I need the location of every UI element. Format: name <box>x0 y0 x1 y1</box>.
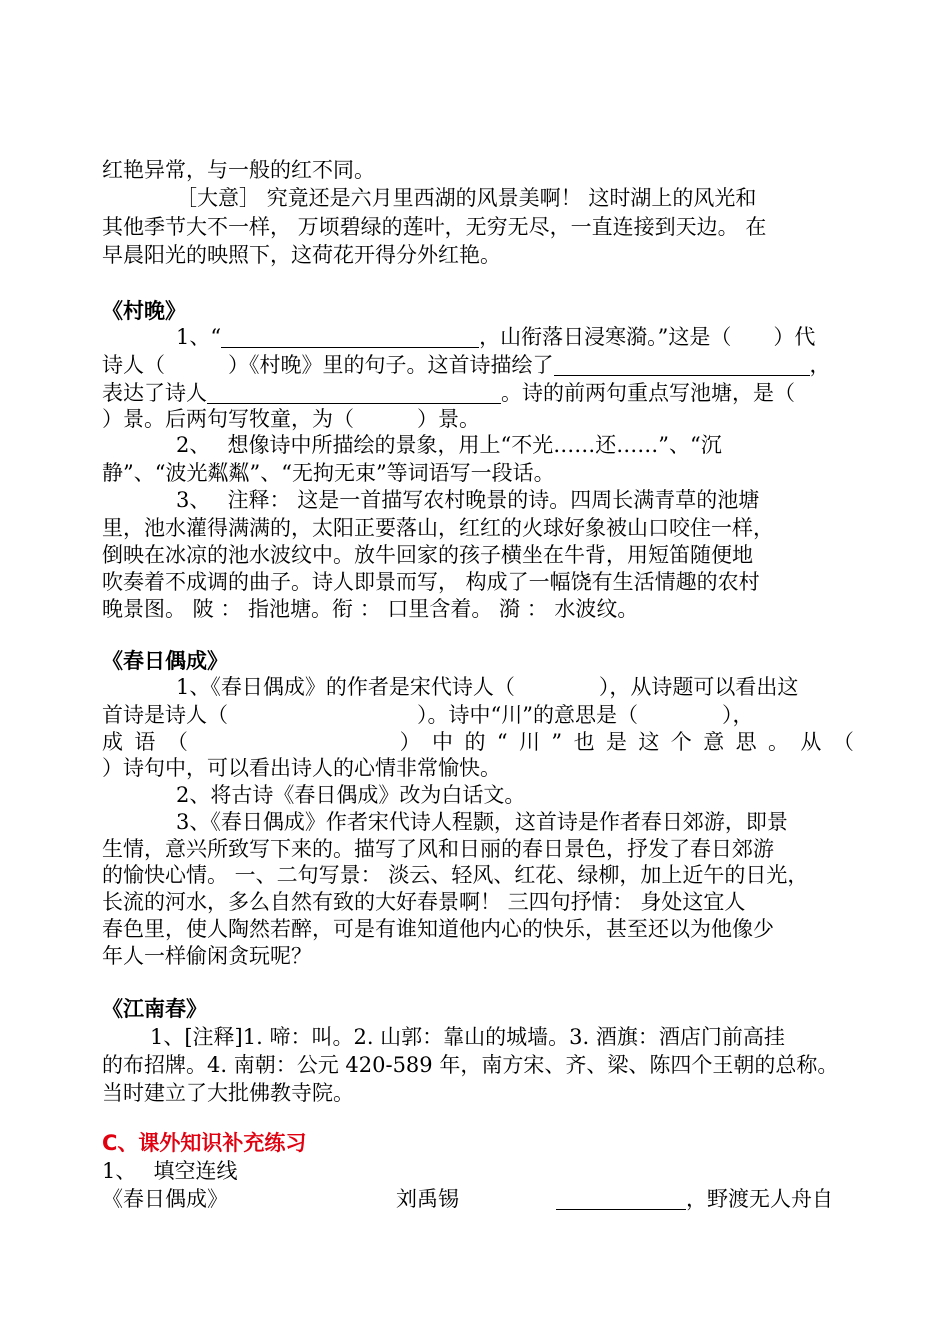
text-line: 当时建立了大批佛教寺院。 <box>102 1081 354 1105</box>
char: （ <box>832 730 854 754</box>
text-line: 的愉快心情。 一、二句写景： 淡云、轻风、红花、绿柳，加上近午的日光， <box>102 863 809 887</box>
char: “ <box>496 730 508 754</box>
text-line: 长流的河水，多么自然有致的大好春景啊！ 三四句抒情： 身处这宜人 <box>102 890 746 914</box>
char: 是 <box>605 730 627 754</box>
author-name: 刘禹锡 <box>396 1187 459 1211</box>
text-line: 倒映在冰凉的池水波纹中。放牛回家的孩子横坐在牛背，用短笛随便地 <box>102 543 753 567</box>
text-line: 红艳异常，与一般的红不同。 <box>102 158 375 182</box>
text-segment: ， <box>809 353 831 377</box>
fill-blank[interactable] <box>221 326 479 348</box>
question-line <box>176 324 854 351</box>
text-line: 晚景图。 陂 ： 指池塘。衔 ： 口里含着。 漪 ： 水波纹。 <box>102 597 639 621</box>
text-line: 首诗是诗人（ ）。诗中“川”的意思是（ ）， <box>102 703 754 727</box>
text-line: 的布招牌。4. 南朝：公元 420-589 年，南方宋、齐、梁、陈四个王朝的总称。 <box>102 1053 839 1077</box>
text-segment: ，野渡无人舟自 <box>686 1187 833 1211</box>
char-gap <box>199 729 388 756</box>
text-segment: 诗人（ ）《村晚》里的句子。这首诗描绘了 <box>102 353 554 377</box>
text-line: 3、《春日偶成》作者宋代诗人程颢，这首诗是作者春日郊游，即景 <box>176 810 788 834</box>
text-line: 里，池水灌得满满的，太阳正要落山，红红的火球好象被山口咬住一样， <box>102 516 774 540</box>
text-line: 生情，意兴所致写下来的。描写了风和日丽的春日景色，抒发了春日郊游 <box>102 837 774 861</box>
fill-blank[interactable] <box>554 354 810 376</box>
char: ” <box>551 730 563 754</box>
text-segment: 1、“ <box>176 325 222 349</box>
text-line: 1、 填空连线 <box>102 1159 238 1183</box>
text-segment: 。诗的前两句重点写池塘，是（ <box>501 381 795 405</box>
question-line <box>102 352 854 379</box>
text-line: ［大意］ 究竟还是六月里西湖的风景美啊！ 这时湖上的风光和 <box>176 186 757 210</box>
text-line: 3、 注释： 这是一首描写农村晚景的诗。四周长满青草的池塘 <box>176 488 760 512</box>
section-title-cunwan: 《村晚》 <box>102 299 186 323</box>
char: 川 <box>519 730 540 754</box>
section-heading-extra: C、课外知识补充练习 <box>102 1131 307 1155</box>
fill-blank[interactable] <box>207 382 501 404</box>
char: 中 <box>432 730 454 754</box>
text-line: 1、[注释]1. 啼：叫。2. 山郭：靠山的城墙。3. 酒旗：酒店门前高挂 <box>150 1025 785 1049</box>
text-line: 静”、“波光粼粼”、“无拘无束”等词语写一段话。 <box>102 461 555 485</box>
text-line: 早晨阳光的映照下，这荷花开得分外红艳。 <box>102 243 501 267</box>
char: 意 <box>703 730 725 754</box>
section-title-jiangnan: 《江南春》 <box>102 997 207 1021</box>
text-line: 春色里，使人陶然若醉，可是有谁知道他内心的快乐，甚至还以为他像少 <box>102 917 774 941</box>
section-title-chunri: 《春日偶成》 <box>102 649 228 673</box>
text-segment: ，山衔落日浸寒漪。”这是（ ）代 <box>479 325 816 349</box>
text-line: ）景。后两句写牧童，为（ ）景。 <box>102 407 480 431</box>
text-line: 2、 想像诗中所描绘的景象，用上“不光……还……”、“沉 <box>176 433 722 457</box>
text-line: 2、将古诗《春日偶成》改为白话文。 <box>176 783 526 807</box>
text-line: 1、《春日偶成》的作者是宋代诗人（ ），从诗题可以看出这 <box>176 675 799 699</box>
char: 这 <box>638 730 660 754</box>
char: 语 <box>134 730 156 754</box>
text-line: ）诗句中，可以看出诗人的心情非常愉快。 <box>102 756 501 780</box>
poem-title: 《春日偶成》 <box>102 1187 228 1211</box>
text-segment: 表达了诗人 <box>102 381 207 405</box>
fill-blank[interactable] <box>556 1188 686 1210</box>
text-line: 吹奏着不成调的曲子。诗人即景而写， 构成了一幅饶有生活情趣的农村 <box>102 570 760 594</box>
char: 从 <box>800 730 822 754</box>
justified-line <box>102 729 854 756</box>
char: 成 <box>102 730 123 754</box>
char: 个 <box>670 730 692 754</box>
question-line <box>102 380 854 407</box>
text-line: 其他季节大不一样， 万顷碧绿的莲叶，无穷无尽，一直连接到天边。 在 <box>102 215 767 239</box>
char: 思 <box>735 730 757 754</box>
char: （ <box>166 730 188 754</box>
char: ） <box>399 730 421 754</box>
text-line: 年人一样偷闲贪玩呢？ <box>102 944 312 968</box>
char: 也 <box>573 730 595 754</box>
char: 的 <box>464 730 486 754</box>
char: 。 <box>768 730 789 754</box>
